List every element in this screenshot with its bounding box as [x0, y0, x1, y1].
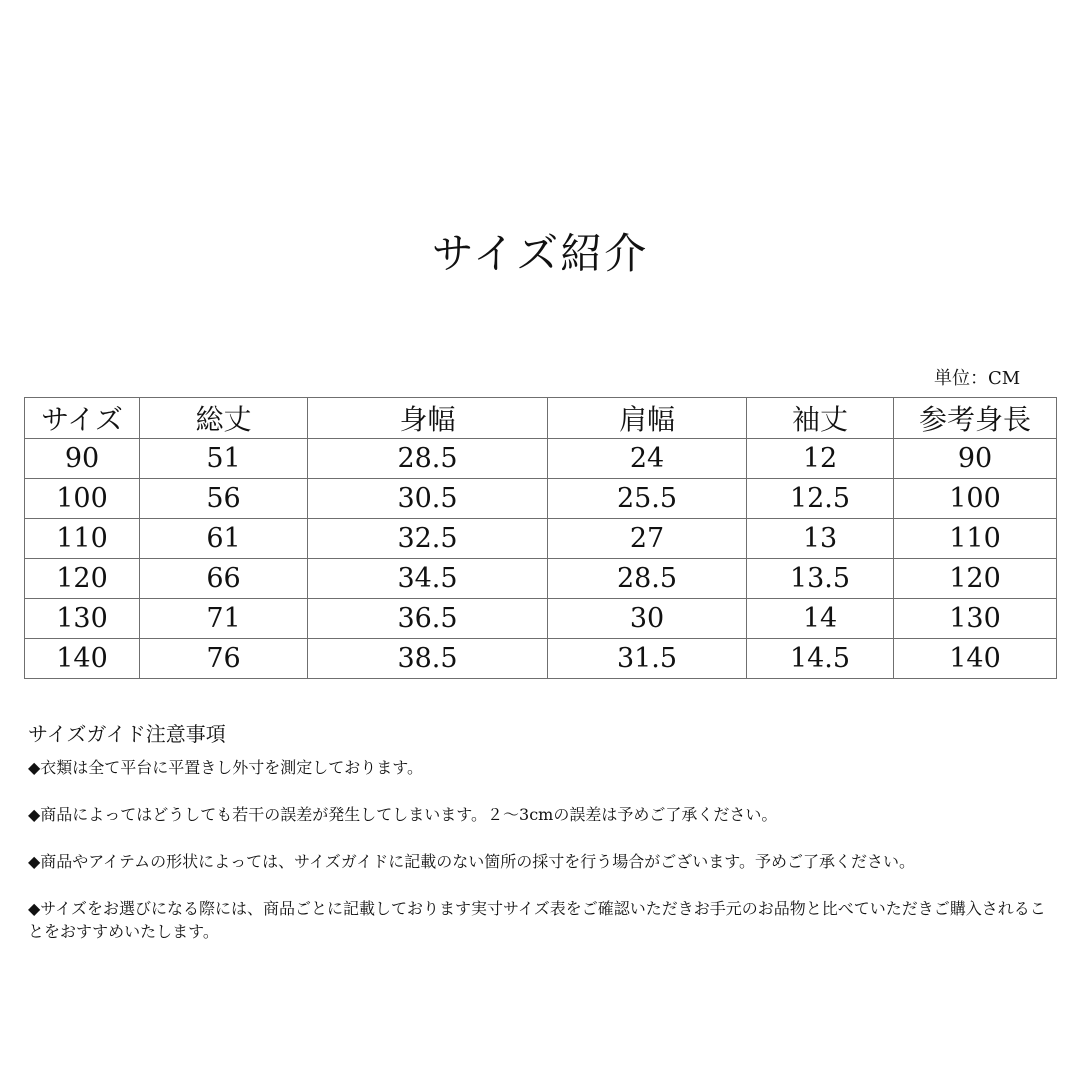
- table-cell: 66: [140, 559, 308, 599]
- table-cell: 14.5: [747, 639, 894, 679]
- note-item: ◆商品やアイテムの形状によっては、サイズガイドに記載のない箇所の採寸を行う場合がございます。予めご了承ください。: [28, 852, 916, 871]
- table-cell: 130: [894, 599, 1057, 639]
- table-cell: 130: [25, 599, 140, 639]
- table-cell: 56: [140, 479, 308, 519]
- table-cell: 30.5: [308, 479, 548, 519]
- table-cell: 12: [747, 439, 894, 479]
- column-header-length: 総丈: [140, 398, 308, 439]
- unit-label: 単位：CM: [934, 368, 1021, 389]
- size-table: [24, 397, 1057, 679]
- table-cell: 61: [140, 519, 308, 559]
- table-row: [25, 599, 1057, 639]
- table-row: [25, 479, 1057, 519]
- table-cell: 38.5: [308, 639, 548, 679]
- table-cell: 28.5: [308, 439, 548, 479]
- note-item: ◆商品によってはどうしても若干の誤差が発生してしまいます。２～3cmの誤差は予めご了承ください。: [28, 805, 778, 824]
- table-cell: 140: [25, 639, 140, 679]
- column-header-shoulder-width: 肩幅: [548, 398, 747, 439]
- column-header-sleeve-length: 袖丈: [747, 398, 894, 439]
- table-cell: 24: [548, 439, 747, 479]
- table-header-row: [25, 398, 1057, 439]
- note-item: ◆衣類は全て平台に平置きし外寸を測定しております。: [28, 758, 424, 777]
- table-cell: 14: [747, 599, 894, 639]
- table-cell: 32.5: [308, 519, 548, 559]
- table-row: [25, 639, 1057, 679]
- table-cell: 31.5: [548, 639, 747, 679]
- table-cell: 25.5: [548, 479, 747, 519]
- table-cell: 140: [894, 639, 1057, 679]
- table-cell: 28.5: [548, 559, 747, 599]
- table-cell: 90: [25, 439, 140, 479]
- table-row: [25, 519, 1057, 559]
- column-header-chest-width: 身幅: [308, 398, 548, 439]
- table-cell: 120: [894, 559, 1057, 599]
- table-cell: 100: [25, 479, 140, 519]
- table-row: [25, 559, 1057, 599]
- table-cell: 51: [140, 439, 308, 479]
- page-title: サイズ紹介: [431, 229, 649, 278]
- table-row: [25, 439, 1057, 479]
- table-cell: 30: [548, 599, 747, 639]
- table-cell: 36.5: [308, 599, 548, 639]
- table-cell: 90: [894, 439, 1057, 479]
- table-cell: 27: [548, 519, 747, 559]
- table-cell: 13: [747, 519, 894, 559]
- table-cell: 76: [140, 639, 308, 679]
- table-cell: 120: [25, 559, 140, 599]
- table-cell: 110: [894, 519, 1057, 559]
- table-cell: 110: [25, 519, 140, 559]
- column-header-reference-height: 参考身長: [894, 398, 1057, 439]
- size-guide-notes: [28, 720, 1058, 967]
- table-cell: 12.5: [747, 479, 894, 519]
- column-header-size: サイズ: [25, 398, 140, 439]
- note-item: ◆サイズをお選びになる際には、商品ごとに記載しております実寸サイズ表をご確認いただきお手元のお品物と比べていただきご購入されることをおすすめいたします。: [28, 899, 1046, 941]
- table-cell: 34.5: [308, 559, 548, 599]
- notes-heading: サイズガイド注意事項: [28, 722, 226, 746]
- table-cell: 71: [140, 599, 308, 639]
- table-cell: 13.5: [747, 559, 894, 599]
- table-cell: 100: [894, 479, 1057, 519]
